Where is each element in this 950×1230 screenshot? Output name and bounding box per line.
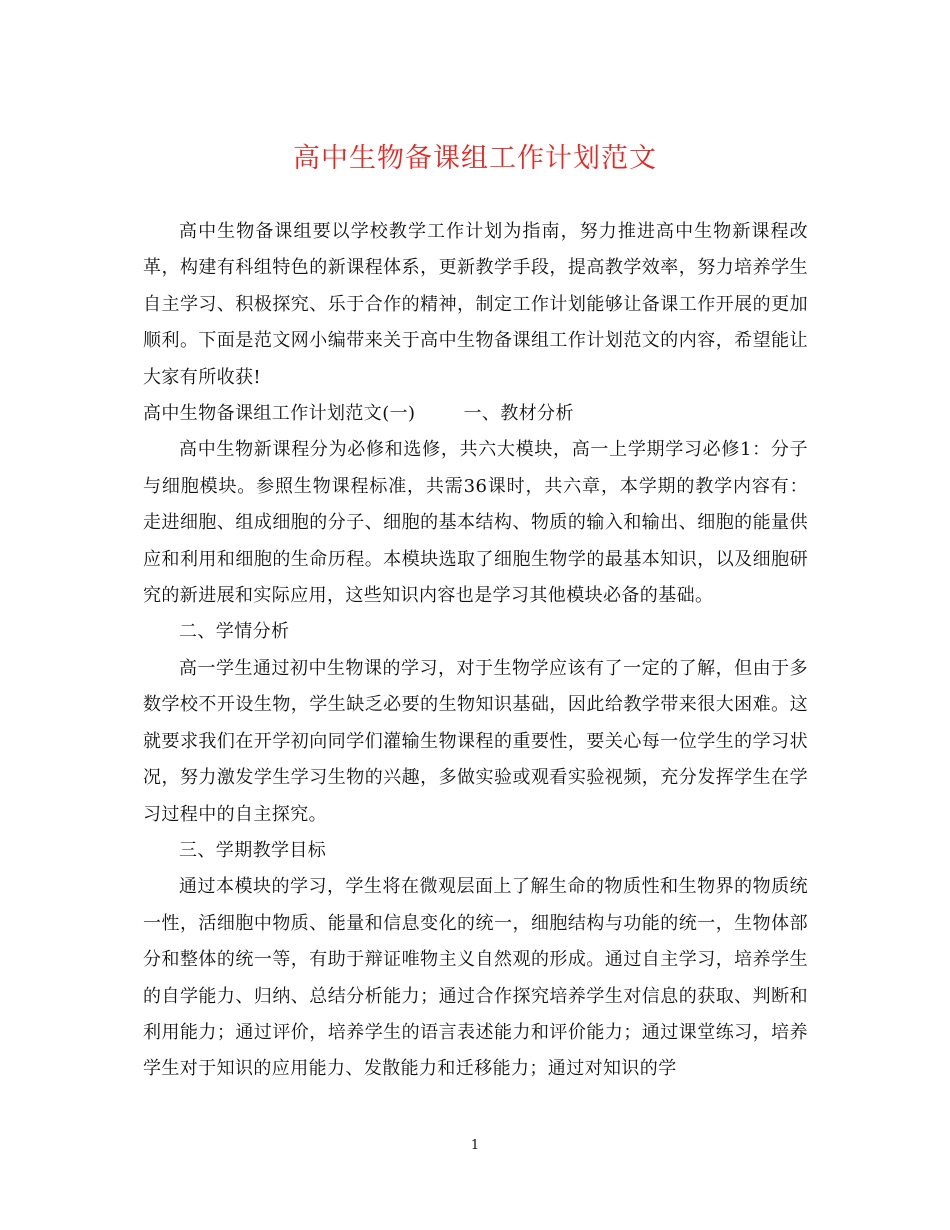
intro-paragraph: 高中生物备课组要以学校教学工作计划为指南，努力推进高中生物新课程改革，构建有科组特色的新课程体系，更新教学手段，提高教学效率，努力培养学生自主学习、积极探究、乐于合作的精神，制定工作计划能够让备课工作开展的更加顺利。下面是范文网小编带来关于高中生物备课组工作计划范文的内容，希望能让大家有所收获!: [143, 221, 808, 388]
section3-paragraph: 通过本模块的学习，学生将在微观层面上了解生命的物质性和生物界的物质统一性，活细胞中物质、能量和信息变化的统一，细胞结构与功能的统一，生物体部分和整体的统一等，有助于辩证唯物主义自然观的形成。通过自主学习，培养学生的自学能力、归纳、总结分析能力；通过合作探究培养学生对信息的获取、判断和利用能力；通过评价，培养学生的语言表述能力和评价能力；通过课堂练习，培养学生对于知识的应用能力、发散能力和迁移能力；通过对知识的学: [143, 876, 808, 1080]
plan-one-title: 高中生物备课组工作计划范文(一): [143, 403, 416, 425]
document-body: [143, 214, 808, 1088]
page-number: 1: [470, 1138, 480, 1153]
section1-heading: 一、教材分析: [463, 403, 574, 425]
section2-paragraph: 高一学生通过初中生物课的学习，对于生物学应该有了一定的了解，但由于多数学校不开设生物，学生缺乏必要的生物知识基础，因此给教学带来很大困难。这就要求我们在开学初向同学们灌输生物课程的重要性，要关心每一位学生的学习状况，努力激发学生学习生物的兴趣，多做实验或观看实验视频，充分发挥学生在学习过程中的自主探究。: [143, 657, 808, 825]
document-title: 高中生物备课组工作计划范文: [293, 143, 657, 174]
section1-paragraph: 高中生物新课程分为必修和选修，共六大模块，高一上学期学习必修1：分子与细胞模块。参照生物课程标准，共需36课时，共六章，本学期的教学内容有：走进细胞、组成细胞的分子、细胞的基本结构、物质的输入和输出、细胞的能量供应和利用和细胞的生命历程。本模块选取了细胞生物学的最基本知识，以及细胞研究的新进展和实际应用，这些知识内容也是学习其他模块必备的基础。: [143, 439, 808, 607]
section3-heading: 三、学期教学目标: [179, 839, 327, 861]
section2-heading: 二、学情分析: [179, 621, 290, 643]
plan-heading-line: [143, 396, 808, 432]
